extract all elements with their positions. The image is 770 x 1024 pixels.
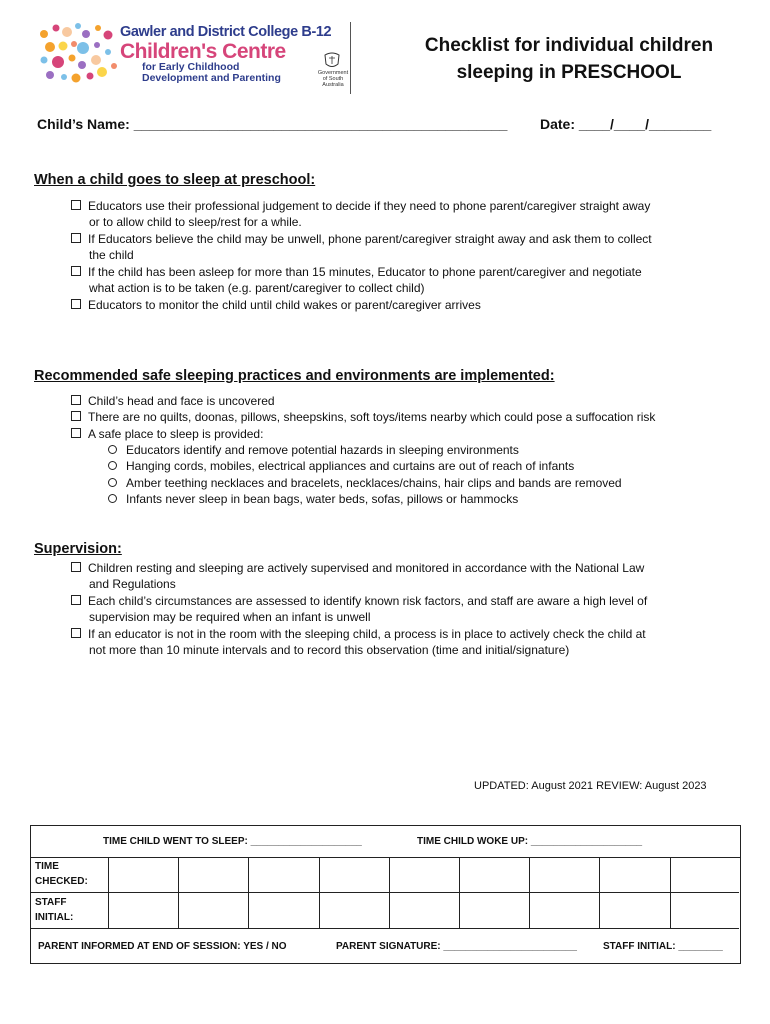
government-crest-icon xyxy=(322,52,342,70)
list-item-continuation: what action is to be taken (e.g. parent/caregiver to collect child) xyxy=(89,281,425,295)
list-item[interactable]: If Educators believe the child may be unwell, phone parent/caregiver straight away and ask them to collect xyxy=(71,231,652,247)
list-item[interactable]: Children resting and sleeping are actively supervised and monitored in accordance with the National Law xyxy=(71,560,644,576)
time-went-to-sleep-field[interactable]: TIME CHILD WENT TO SLEEP: ____________________ xyxy=(103,836,362,847)
time-checked-cell[interactable] xyxy=(179,857,249,893)
header-divider xyxy=(350,22,351,94)
list-item-continuation: or to allow child to sleep/rest for a while. xyxy=(89,215,302,229)
logo-college-name: Gawler and District College B-12 xyxy=(120,24,332,40)
list-item-continuation: supervision may be required when an infant is unwell xyxy=(89,610,371,624)
checkbox[interactable] xyxy=(71,628,81,638)
sleep-wake-row xyxy=(31,826,740,858)
checkbox[interactable] xyxy=(71,233,81,243)
list-item[interactable]: Child’s head and face is uncovered xyxy=(71,393,275,409)
staff-initial-cell[interactable] xyxy=(671,893,739,929)
staff-initial-cell[interactable] xyxy=(600,893,670,929)
list-item-continuation: and Regulations xyxy=(89,577,176,591)
checkbox[interactable] xyxy=(71,395,81,405)
logo-tagline: for Early Childhood Development and Parenting xyxy=(142,61,281,84)
page-title: Checklist for individual children sleeping in PRESCHOOL xyxy=(424,35,714,83)
list-item[interactable]: Educators to monitor the child until child wakes or parent/caregiver arrives xyxy=(71,297,481,313)
government-of-sa-label: Government of South Australia xyxy=(317,70,349,88)
bullet-circle-icon xyxy=(108,461,117,470)
time-checked-cell[interactable] xyxy=(600,857,670,893)
time-checked-cell[interactable] xyxy=(320,857,390,893)
staff-initial-cell[interactable] xyxy=(320,893,390,929)
checkbox[interactable] xyxy=(71,562,81,572)
check-grid xyxy=(31,857,740,929)
checkbox[interactable] xyxy=(71,266,81,276)
time-checked-cell[interactable] xyxy=(390,857,460,893)
list-item[interactable]: Each child’s circumstances are assessed to identify known risk factors, and staff are aware a high level of xyxy=(71,593,647,609)
list-item[interactable]: There are no quilts, doonas, pillows, sheepskins, soft toys/items nearby which could pose a suffocation risk xyxy=(71,409,655,425)
sub-list-item: Educators identify and remove potential hazards in sleeping environments xyxy=(108,442,519,458)
updated-review-dates: UPDATED: August 2021 REVIEW: August 2023 xyxy=(474,780,707,792)
checkbox[interactable] xyxy=(71,299,81,309)
time-checked-cell[interactable] xyxy=(530,857,600,893)
logo-centre-name: Children's Centre xyxy=(120,40,286,63)
time-checked-cell[interactable] xyxy=(109,857,179,893)
time-checked-label: TIME CHECKED: xyxy=(31,857,109,893)
list-item[interactable]: A safe place to sleep is provided: xyxy=(71,426,263,442)
section-heading-supervision: Supervision: xyxy=(34,541,122,557)
parent-signature-field[interactable]: PARENT SIGNATURE: ________________________ xyxy=(336,941,577,952)
time-checked-cell[interactable] xyxy=(671,857,739,893)
section-heading-going-to-sleep: When a child goes to sleep at preschool: xyxy=(34,172,316,188)
section-heading-safe-sleeping: Recommended safe sleeping practices and environments are implemented: xyxy=(34,368,555,384)
checkbox[interactable] xyxy=(71,595,81,605)
staff-initial-label: STAFF INITIAL: xyxy=(31,893,109,929)
date-field[interactable]: Date: ____/____/________ xyxy=(540,116,712,132)
checkbox[interactable] xyxy=(71,428,81,438)
list-item-continuation: not more than 10 minute intervals and to record this observation (time and initial/signature) xyxy=(89,643,570,657)
time-woke-up-field[interactable]: TIME CHILD WOKE UP: ____________________ xyxy=(417,836,643,847)
time-checked-cell[interactable] xyxy=(460,857,530,893)
staff-initial-cell[interactable] xyxy=(179,893,249,929)
staff-initial-field[interactable]: STAFF INITIAL: ________ xyxy=(603,941,723,952)
table-footer-row xyxy=(31,930,740,963)
childs-name-field[interactable]: Child’s Name: ________________________________________________ xyxy=(37,116,508,132)
staff-initial-cell[interactable] xyxy=(249,893,319,929)
staff-initial-cell[interactable] xyxy=(390,893,460,929)
list-item[interactable]: If an educator is not in the room with the sleeping child, a process is in place to actively check the child at xyxy=(71,626,646,642)
parent-informed-field[interactable]: PARENT INFORMED AT END OF SESSION: YES / NO xyxy=(38,941,287,952)
staff-initial-cell[interactable] xyxy=(109,893,179,929)
staff-initial-cell[interactable] xyxy=(530,893,600,929)
bullet-circle-icon xyxy=(108,478,117,487)
sub-list-item: Amber teething necklaces and bracelets, necklaces/chains, hair clips and bands are removed xyxy=(108,475,622,491)
list-item-continuation: the child xyxy=(89,248,134,262)
checkbox[interactable] xyxy=(71,411,81,421)
dots-logo-icon xyxy=(34,20,124,90)
sub-list-item: Infants never sleep in bean bags, water beds, sofas, pillows or hammocks xyxy=(108,491,518,507)
list-item[interactable]: Educators use their professional judgement to decide if they need to phone parent/caregiver straight away xyxy=(71,198,650,214)
sub-list-item: Hanging cords, mobiles, electrical appliances and curtains are out of reach of infants xyxy=(108,458,574,474)
staff-initial-cell[interactable] xyxy=(460,893,530,929)
list-item[interactable]: If the child has been asleep for more than 15 minutes, Educator to phone parent/caregiver and negotiate xyxy=(71,264,642,280)
bullet-circle-icon xyxy=(108,494,117,503)
sleep-record-table xyxy=(30,825,741,964)
time-checked-cell[interactable] xyxy=(249,857,319,893)
checkbox[interactable] xyxy=(71,200,81,210)
bullet-circle-icon xyxy=(108,445,117,454)
